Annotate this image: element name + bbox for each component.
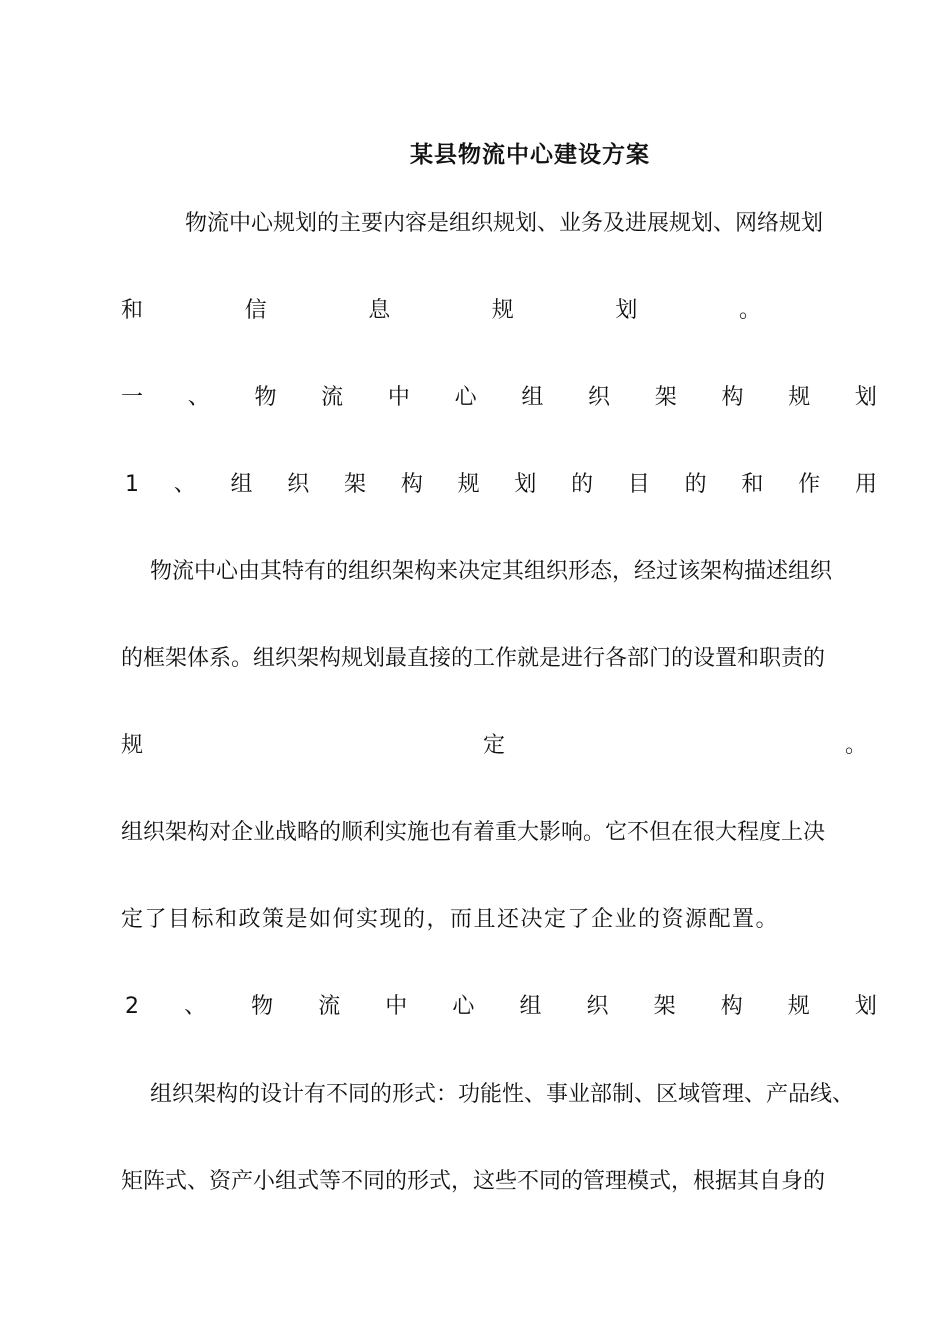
char: 信 xyxy=(244,298,267,323)
char: 组 xyxy=(230,472,253,497)
para-1-line-1: 物流中心由其特有的组织架构来决定其组织形态，经过该架构描述组织 xyxy=(150,559,833,584)
para-1-line-3 xyxy=(121,731,867,761)
char: 织 xyxy=(588,385,611,410)
char: 和 xyxy=(741,472,764,497)
intro-line-1: 物流中心规划的主要内容是组织规划、业务及进展规划、网络规划 xyxy=(185,211,824,236)
char: 息 xyxy=(368,298,391,323)
char: 中 xyxy=(387,385,410,410)
char: 流 xyxy=(318,994,341,1019)
char: 物 xyxy=(251,994,274,1019)
char: 规 xyxy=(121,733,144,758)
char: 流 xyxy=(321,385,344,410)
char: 规 xyxy=(457,472,480,497)
char: 织 xyxy=(586,994,609,1019)
char: 划 xyxy=(854,994,877,1019)
para-1-line-2: 的框架体系。组织架构规划最直接的工作就是进行各部门的设置和职责的 xyxy=(121,646,826,671)
char: 规 xyxy=(787,994,810,1019)
heading-1-2 xyxy=(125,992,877,1022)
char: 。 xyxy=(738,298,761,323)
char: 架 xyxy=(344,472,367,497)
char: 构 xyxy=(720,994,743,1019)
para-3-line-2: 矩阵式、资产小组式等不同的形式，这些不同的管理模式，根据其自身的 xyxy=(121,1169,826,1194)
char: 架 xyxy=(654,385,677,410)
char: 、 xyxy=(184,994,207,1019)
char: 划 xyxy=(854,385,877,410)
para-2-line-1: 组织架构对企业战略的顺利实施也有着重大影响。它不但在很大程度上决 xyxy=(121,820,826,845)
char: 规 xyxy=(788,385,811,410)
char: 中 xyxy=(385,994,408,1019)
char: 构 xyxy=(721,385,744,410)
char: 架 xyxy=(653,994,676,1019)
char: 规 xyxy=(491,298,514,323)
char: 一 xyxy=(121,385,144,410)
char: 、 xyxy=(187,385,210,410)
char: 作 xyxy=(798,472,821,497)
char: 和 xyxy=(121,298,144,323)
char: 用 xyxy=(854,472,877,497)
char: 的 xyxy=(684,472,707,497)
char: 织 xyxy=(287,472,310,497)
char: 划 xyxy=(615,298,638,323)
char: 物 xyxy=(254,385,277,410)
char: 、 xyxy=(173,472,196,497)
para-3-line-1: 组织架构的设计有不同的形式：功能性、事业部制、区域管理、产品线、 xyxy=(150,1082,855,1107)
char: 。 xyxy=(844,733,867,758)
char: 构 xyxy=(400,472,423,497)
document-title: 某县物流中心建设方案 xyxy=(410,142,650,168)
char: 定 xyxy=(482,733,505,758)
char: 2 xyxy=(125,994,139,1019)
char: 组 xyxy=(519,994,542,1019)
char: 心 xyxy=(452,994,475,1019)
char: 心 xyxy=(454,385,477,410)
char: 目 xyxy=(627,472,650,497)
char: 1 xyxy=(125,472,139,497)
intro-line-2 xyxy=(121,296,761,326)
heading-1 xyxy=(121,383,877,413)
heading-1-1 xyxy=(125,470,877,500)
para-2-line-2: 定了目标和政策是如何实现的，而且还决定了企业的资源配置。 xyxy=(121,907,780,932)
char: 划 xyxy=(514,472,537,497)
char: 组 xyxy=(521,385,544,410)
char: 的 xyxy=(571,472,594,497)
